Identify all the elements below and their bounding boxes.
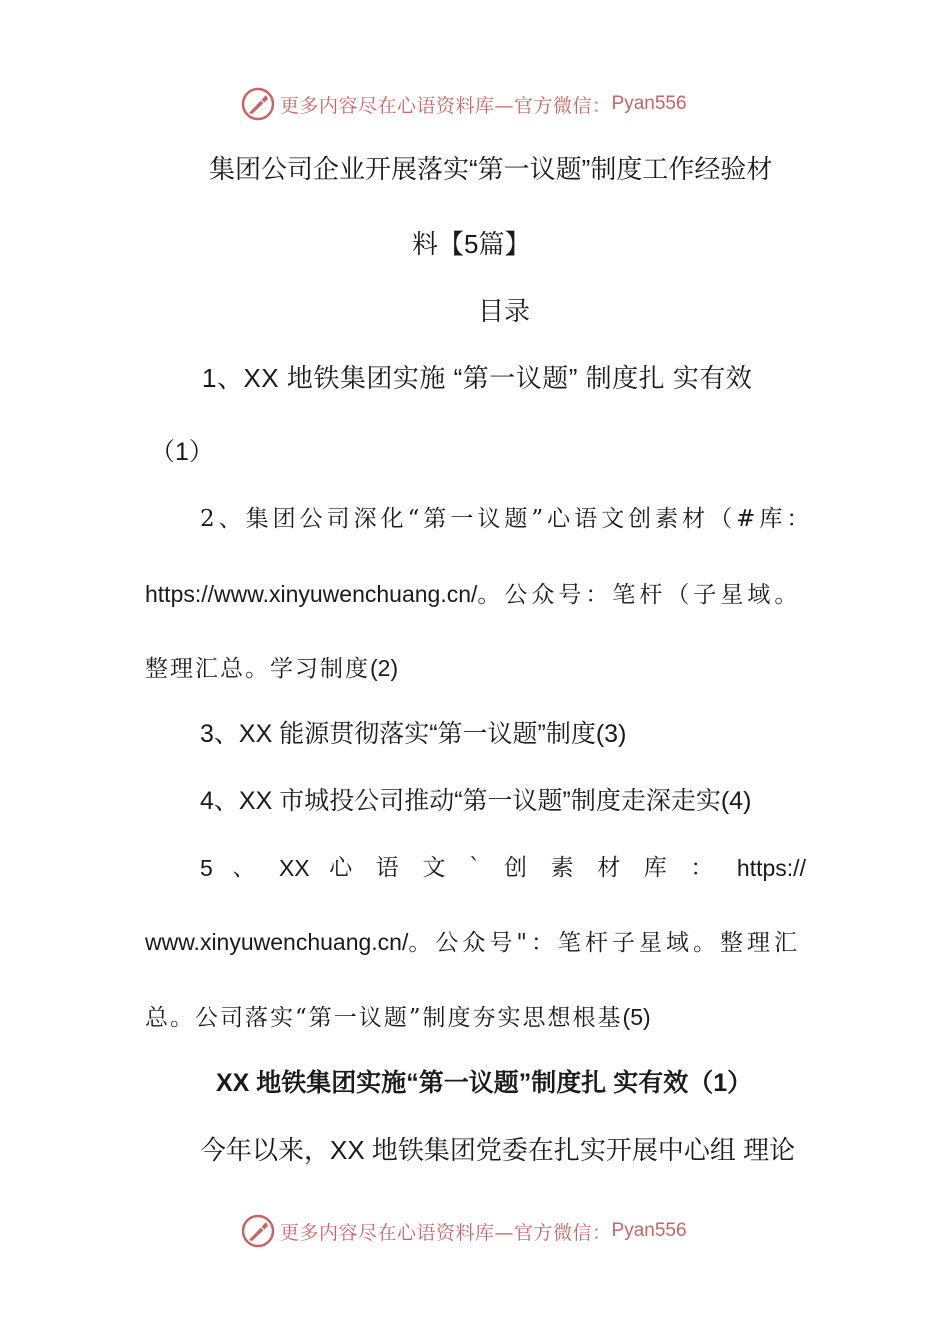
toc-item-5-tail: 总。公司落实“第一议题”制度夯实思想根基 — [145, 1005, 623, 1031]
toc-item-5-line-2 — [145, 926, 801, 959]
watermark-text: 更多内容尽在心语资料库—官方微信： — [280, 94, 612, 117]
toc-item-3: 3、XX 能源贯彻落实“第一议题”制度(3) — [200, 720, 627, 748]
toc-item-1-line-2: （1） — [150, 438, 214, 466]
watermark-wechat-id: Pyan556 — [611, 93, 687, 114]
toc-item-5-part: ： — [690, 855, 718, 881]
toc-item-4: 4、XX 市城投公司推动“第一议题”制度走深走实(4) — [200, 787, 752, 815]
toc-item-2-page: (2) — [370, 655, 399, 681]
toc-item-5-part: 5 — [200, 855, 213, 881]
toc-item-5-part: 心 — [329, 855, 357, 881]
toc-item-5-url: www.xinyuwenchuang.cn/ — [145, 929, 409, 955]
watermark-text: 更多内容尽在心语资料库—官方微信： — [280, 1221, 612, 1244]
toc-item-5-part: 材 — [597, 855, 625, 881]
toc-item-5-part: ` — [468, 855, 485, 881]
toc-item-2-line-1: 2、集团公司深化“第一议题”心语文创素材（#库： — [200, 506, 814, 532]
toc-item-5-part: 素 — [550, 855, 578, 881]
toc-item-2-url: https://www.xinyuwenchuang.cn/ — [145, 581, 478, 607]
toc-item-2-tail: 整理汇总。学习制度 — [145, 656, 370, 682]
quill-logo-icon — [240, 1213, 276, 1249]
toc-item-5-line-1 — [200, 852, 806, 884]
toc-item-2-note: 。公众号：笔杆（子星域。 — [477, 582, 802, 608]
body-paragraph-line-1: 今年以来，XX 地铁集团党委在扎实开展中心组 理论 — [200, 1135, 796, 1165]
toc-item-2-line-2 — [145, 578, 801, 611]
document-title-line-2: 料【5篇】 — [412, 229, 531, 259]
section-heading: XX 地铁集团实施“第一议题”制度扎 实有效（1） — [216, 1069, 753, 1097]
quill-logo-icon — [240, 86, 276, 122]
document-title-line-1: 集团公司企业开展落实“第一议题”制度工作经验材 — [209, 154, 773, 184]
toc-item-5-part: https:// — [736, 855, 806, 881]
watermark-wechat-id: Pyan556 — [611, 1220, 687, 1241]
toc-item-5-part: 语 — [375, 855, 403, 881]
toc-heading: 目录 — [478, 296, 531, 326]
toc-item-5-part: 文 — [422, 855, 450, 881]
watermark-banner-top — [240, 84, 760, 124]
toc-item-1-line-1: 1、XX 地铁集团实施 “第一议题” 制度扎 实有效 — [202, 363, 753, 393]
toc-item-5-part: XX — [278, 855, 310, 881]
toc-item-5-page: (5) — [622, 1004, 651, 1030]
toc-item-5-part: 创 — [504, 855, 532, 881]
toc-item-5-line-3 — [145, 1001, 651, 1034]
toc-item-2-line-3 — [145, 652, 398, 685]
toc-item-5-note: 。公众号"：笔杆子星域。整理汇 — [408, 930, 801, 956]
watermark-banner-bottom — [240, 1211, 760, 1251]
toc-item-5-part: 库 — [643, 855, 671, 881]
toc-item-5-part: 、 — [232, 855, 260, 881]
